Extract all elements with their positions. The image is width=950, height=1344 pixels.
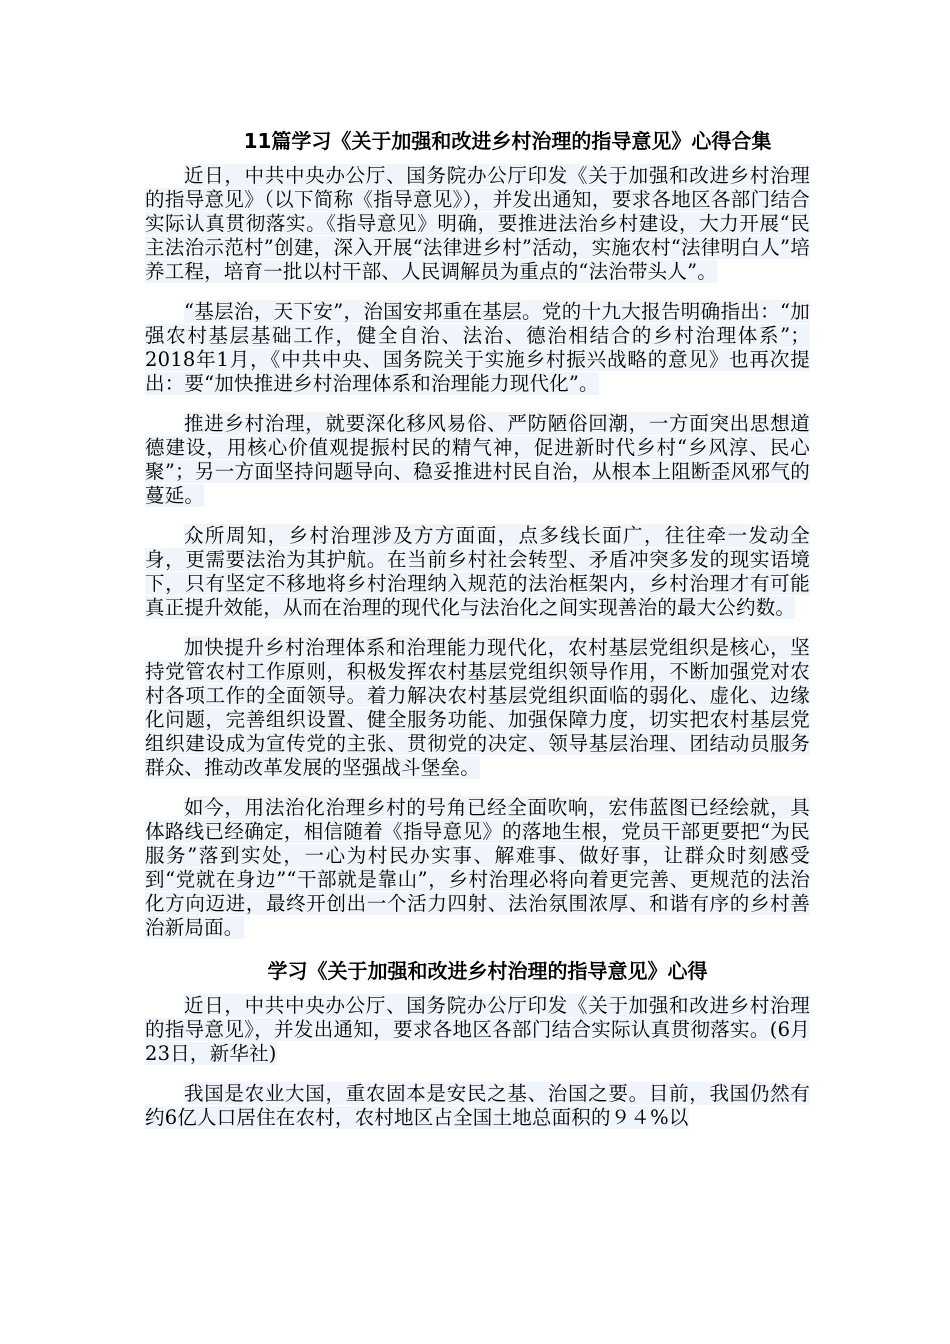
paragraph: 推进乡村治理，就要深化移风易俗、严防陋俗回潮，一方面突出思想道德建设，用核心价值观提振村民的精气神，促进新时代乡村“乡风淳、民心聚”；另一方面坚持问题导向、稳妥推进村民自治，从根本上阻断歪风邪气的蔓延。 [145, 412, 810, 507]
paragraph: “基层治，天下安”，治国安邦重在基层。党的十九大报告明确指出：“加强农村基层基础工作，健全自治、法治、德治相结合的乡村治理体系”；2018年1月，《中共中央、国务院关于实施乡村振兴战略的意见》也再次提出：要“加快推进乡村治理体系和治理能力现代化”。 [145, 300, 810, 395]
paragraph: 如今，用法治化治理乡村的号角已经全面吹响，宏伟蓝图已经绘就，具体路线已经确定，相信随着《指导意见》的落地生根，党员干部更要把“为民服务”落到实处，一心为村民办实事、解难事、做好事，让群众时刻感受到“党就在身边”“干部就是靠山”，乡村治理必将向着更完善、更规范的法治化方向迈进，最终开创出一个活力四射、法治氛围浓厚、和谐有序的乡村善治新局面。 [145, 796, 810, 939]
paragraph: 近日，中共中央办公厅、国务院办公厅印发《关于加强和改进乡村治理的指导意见》（以下简称《指导意见》），并发出通知，要求各地区各部门结合实际认真贯彻落实。《指导意见》明确，要推进法治乡村建设，大力开展“民主法治示范村”创建，深入开展“法律进乡村”活动，实施农村“法律明白人”培养工程，培育一批以村干部、人民调解员为重点的“法治带头人”。 [145, 164, 810, 283]
paragraph: 近日，中共中央办公厅、国务院办公厅印发《关于加强和改进乡村治理的指导意见》，并发出通知，要求各地区各部门结合实际认真贯彻落实。(6月23日，新华社) [145, 994, 810, 1065]
paragraph: 我国是农业大国，重农固本是安民之基、治国之要。目前，我国仍然有约6亿人口居住在农村，农村地区占全国土地总面积的９４%以 [145, 1082, 810, 1129]
document-title: 11篇学习《关于加强和改进乡村治理的指导意见》心得合集 [243, 129, 772, 153]
paragraph: 众所周知，乡村治理涉及方方面面，点多线长面广，往往牵一发动全身，更需要法治为其护航。在当前乡村社会转型、矛盾冲突多发的现实语境下，只有坚定不移地将乡村治理纳入规范的法治框架内，乡村治理才有可能真正提升效能，从而在治理的现代化与法治化之间实现善治的最大公约数。 [145, 524, 810, 619]
document-page [145, 126, 810, 1146]
section-title: 学习《关于加强和改进乡村治理的指导意见》心得 [267, 959, 708, 983]
paragraph: 加快提升乡村治理体系和治理能力现代化，农村基层党组织是核心，坚持党管农村工作原则，积极发挥农村基层党组织领导作用，不断加强党对农村各项工作的全面领导。着力解决农村基层党组织面临的弱化、虚化、边缘化问题，完善组织设置、健全服务功能、加强保障力度，切实把农村基层党组织建设成为宣传党的主张、贯彻党的决定、领导基层治理、团结动员服务群众、推动改革发展的坚强战斗堡垒。 [145, 636, 810, 779]
